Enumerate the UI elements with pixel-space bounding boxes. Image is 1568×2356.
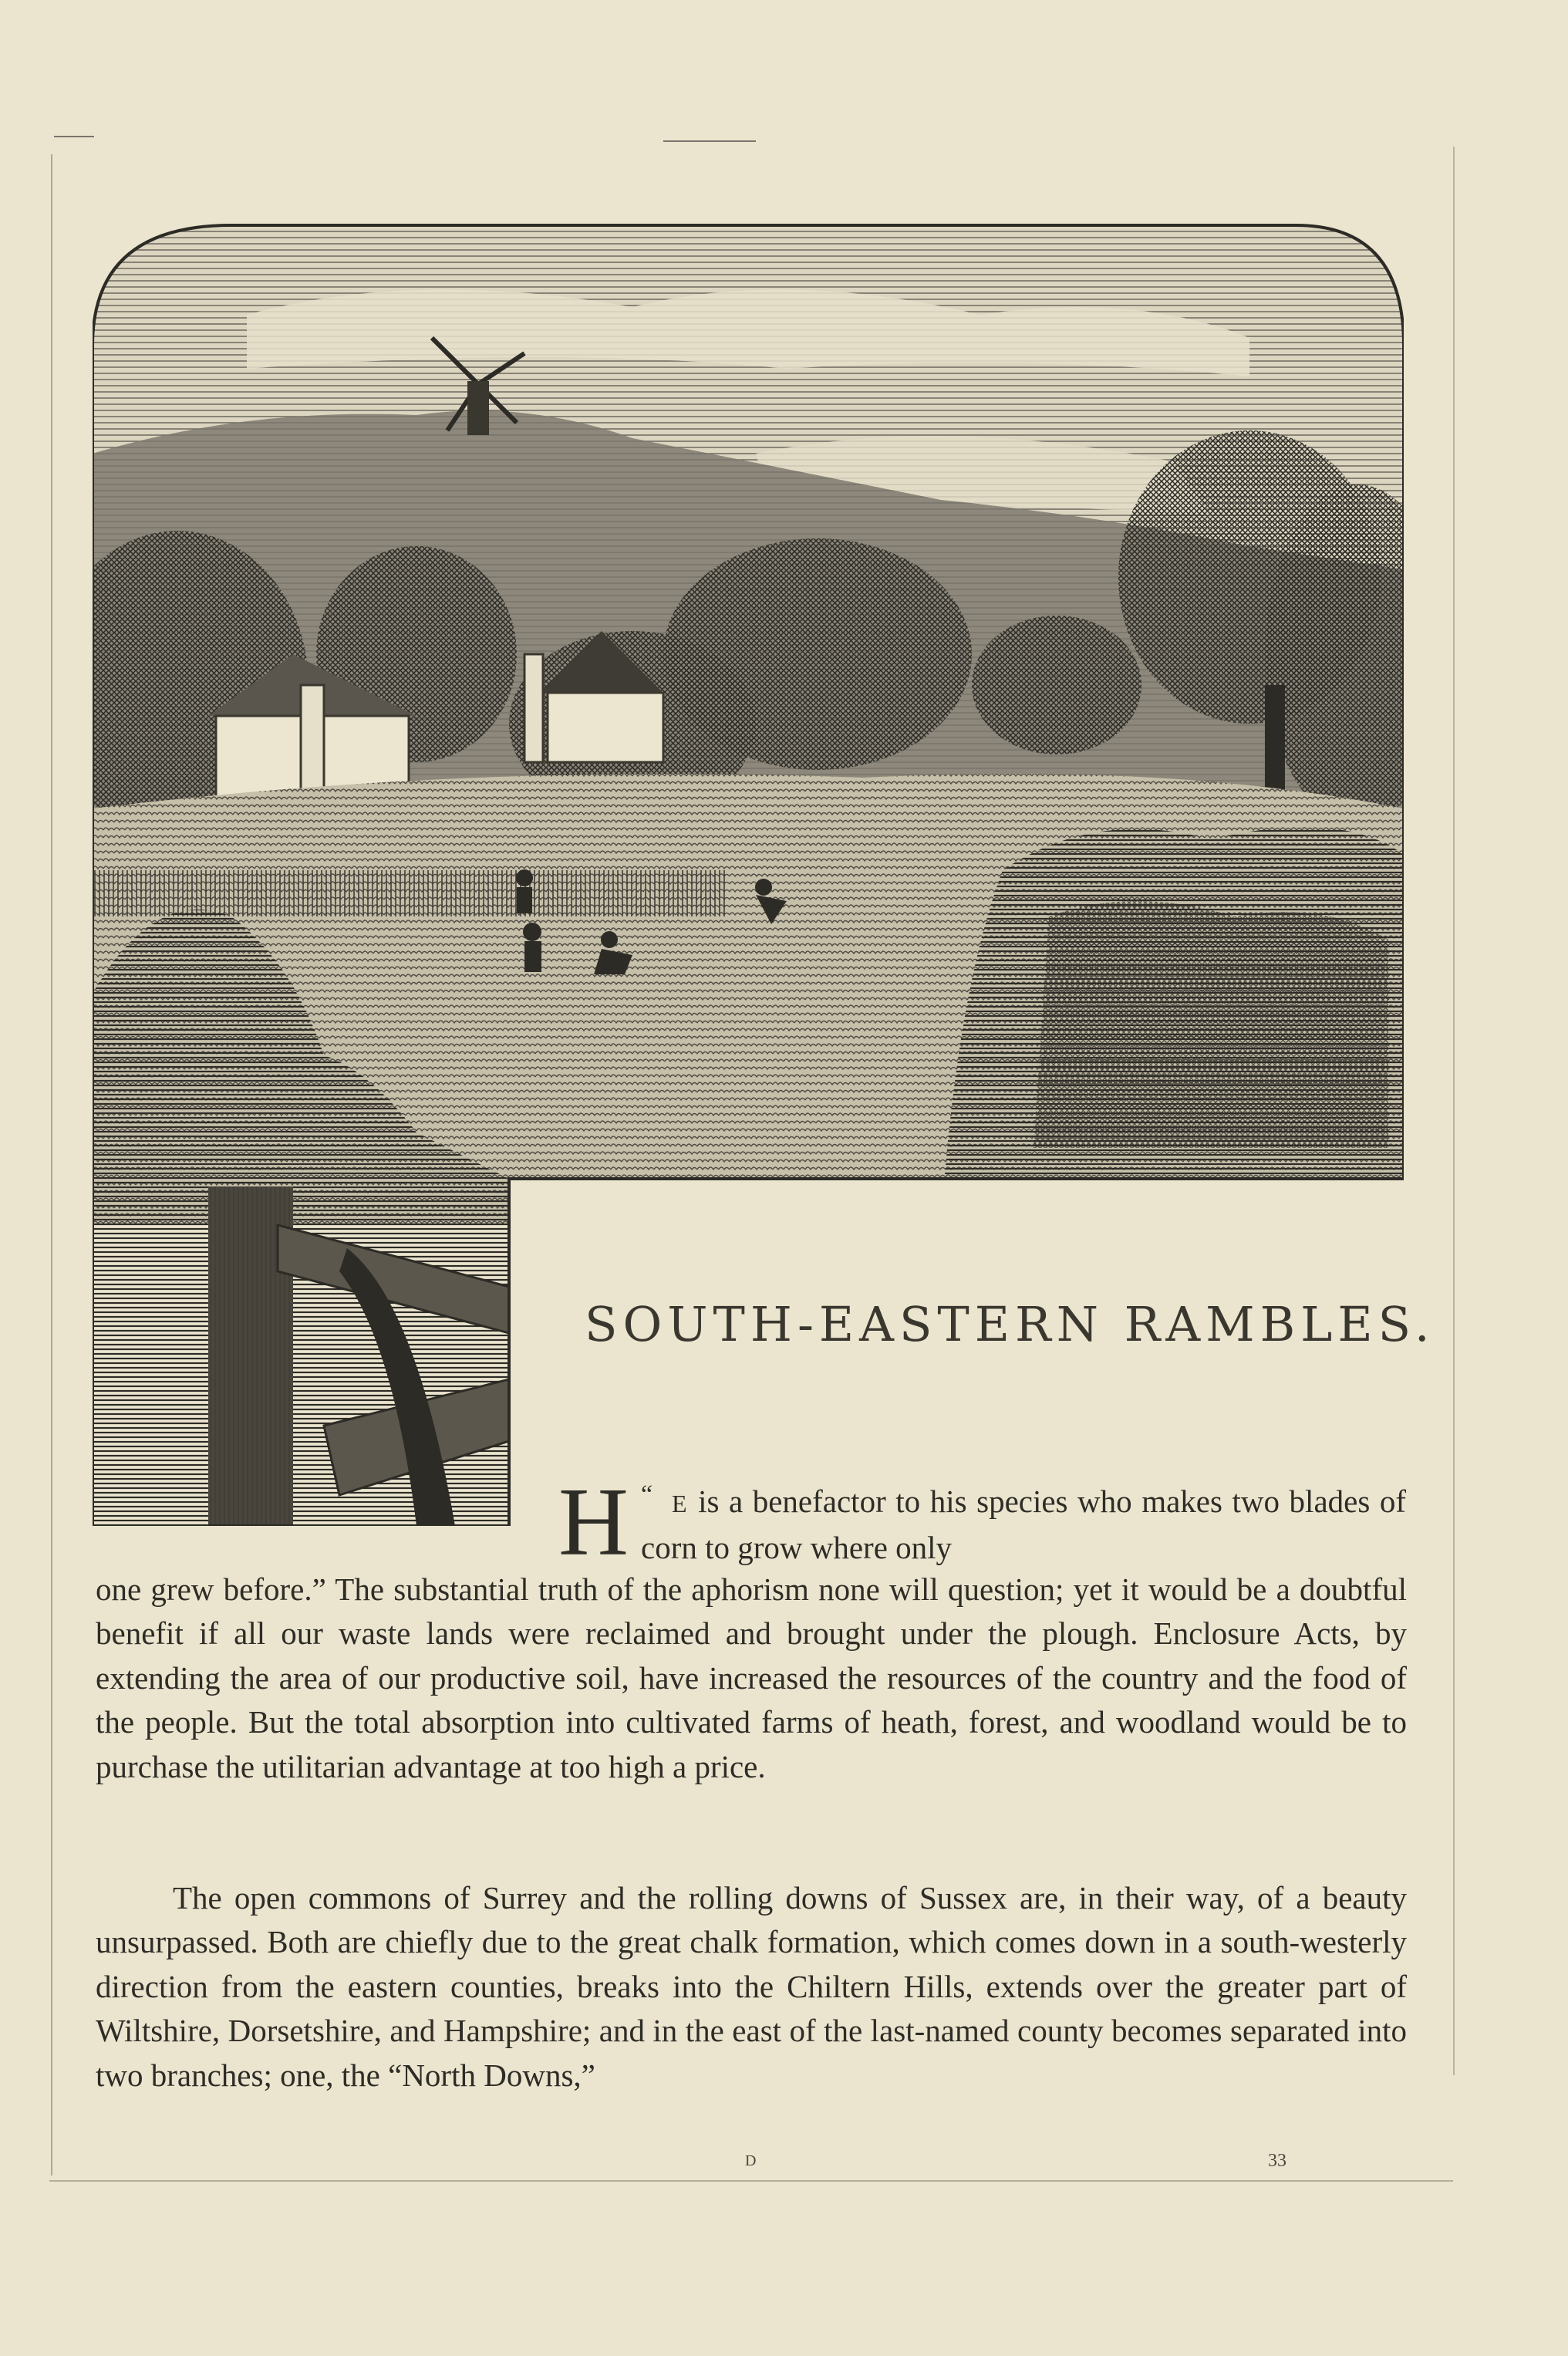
paragraph-1: one grew before.” The substantial truth of the aphorism none will question; yet it would be a doubtful benefit if all our waste lands were reclaimed and brought under the plough. Enclosure Acts, by extending the area of our productive soil, have increased the resources of the country and the food of the people. But the total absorption into cultivated farms of heath, forest, and woodland would be to purchase the utilitarian advantage at too high a price. — [96, 1571, 1407, 1784]
drop-cap-letter: H — [558, 1469, 629, 1576]
opening-quote: “ — [641, 1480, 653, 1509]
opening-text: is a benefactor to his species who makes two blades of corn to grow where only — [641, 1483, 1406, 1566]
page-edge-line — [51, 154, 52, 2175]
opening-lines — [554, 1469, 1406, 1576]
small-caps-letter: E — [672, 1490, 689, 1517]
signature-mark: D — [745, 2152, 757, 2169]
page-edge-line — [49, 2180, 1453, 2182]
paragraph-2: The open commons of Surrey and the rolling downs of Sussex are, in their way, of a beauty unsurpassed. Both are chiefly due to the great chalk formation, which comes down in a south-westerly direction from the eastern counties, breaks into the Chiltern Hills, extends over the greater part of Wiltshire, Dorsetshire, and Hampshire; and in the east of the last-named county becomes separated into two branches; one, the “North Downs,” — [96, 1880, 1407, 2093]
page-edge-line — [1453, 147, 1455, 2075]
chapter-title: SOUTH-EASTERN RAMBLES. — [585, 1296, 1435, 1352]
page-edge-mark — [663, 140, 756, 142]
page-number: 33 — [1268, 2151, 1286, 2171]
page-edge-mark — [54, 136, 94, 137]
